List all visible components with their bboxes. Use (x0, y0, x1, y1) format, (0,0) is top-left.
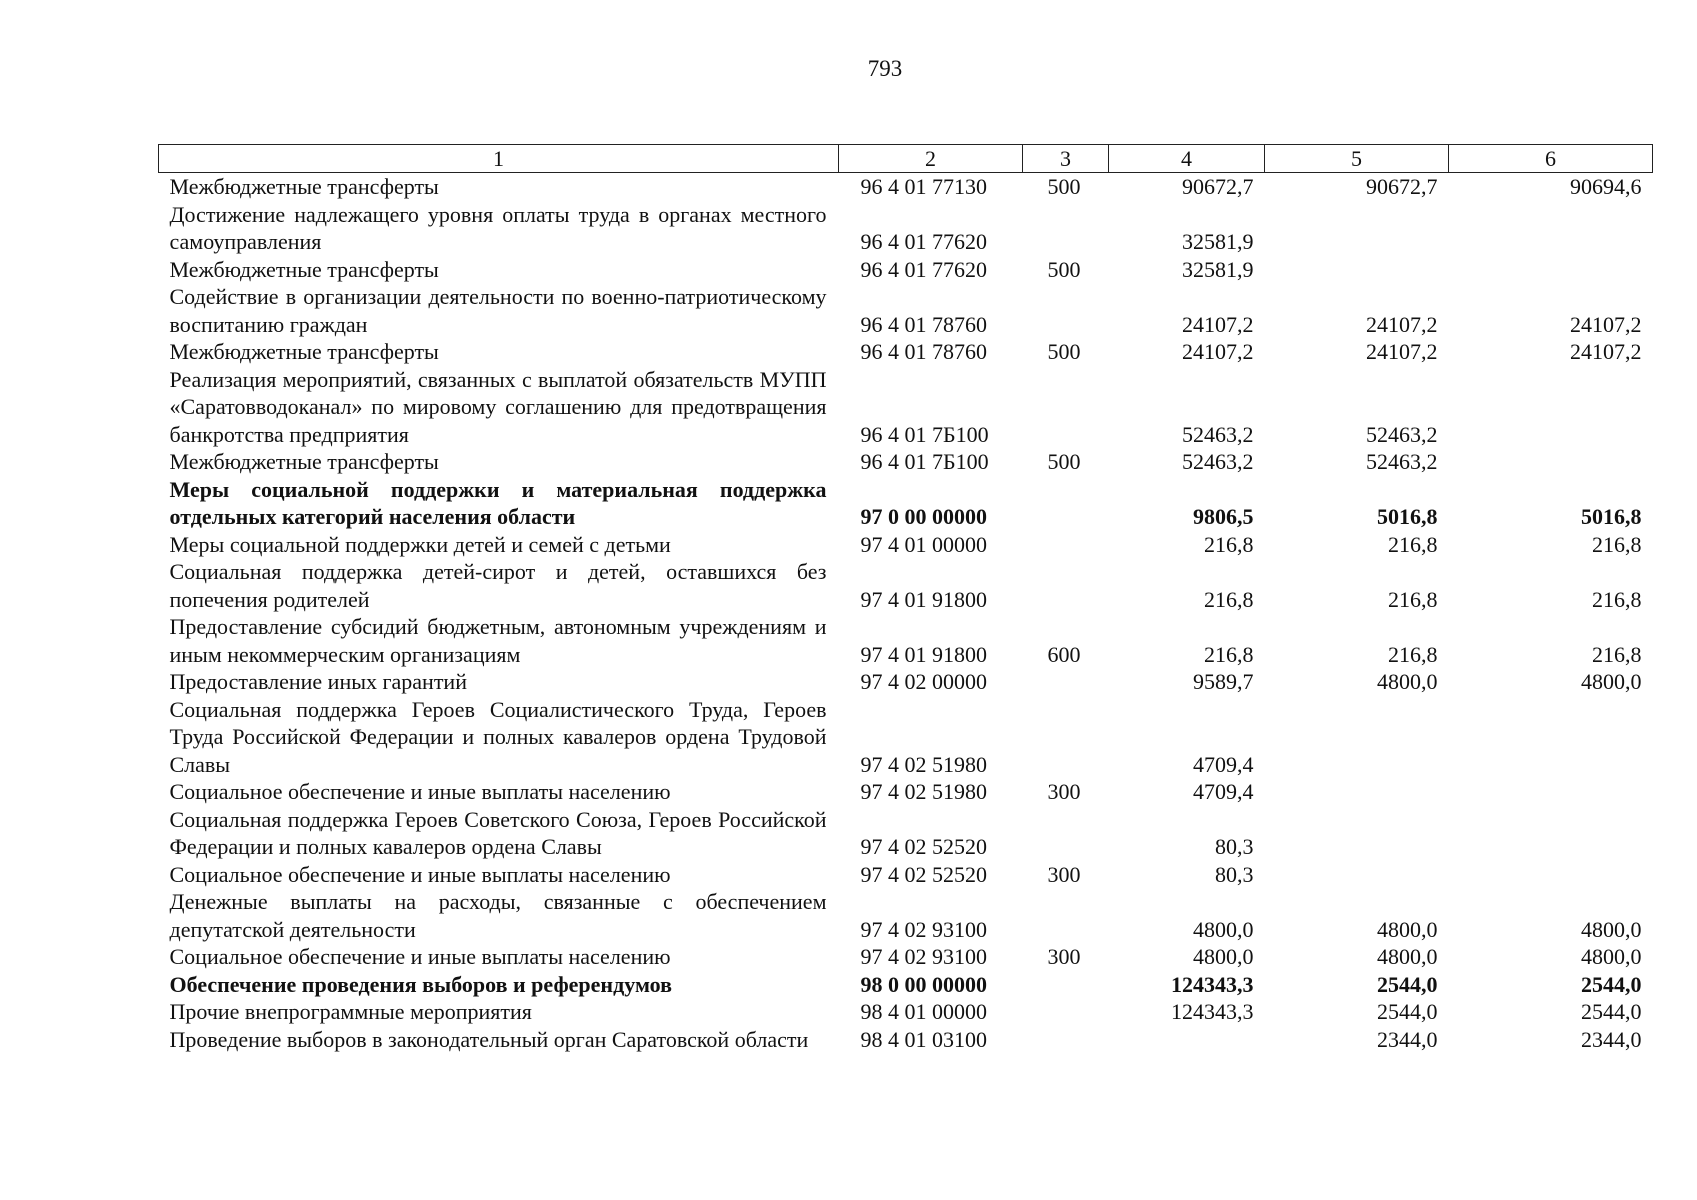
row-expense-type: 300 (1047, 944, 1081, 969)
table-row (159, 448, 1653, 476)
row-value-col5: 90672,7 (1366, 174, 1438, 199)
row-name: Реализация мероприятий, связанных с выплатой обязательств МУПП «Саратовводоканал» по мировому соглашению для предотвращения банкротства предприятия (169, 366, 827, 447)
row-name: Обеспечение проведения выборов и референдумов (169, 971, 672, 997)
row-value-col4 (1109, 1026, 1265, 1054)
row-value-col4: 52463,2 (1182, 449, 1254, 474)
row-value-col5 (1265, 861, 1449, 889)
row-expense-type (1023, 998, 1109, 1026)
row-value-col6 (1449, 256, 1653, 284)
row-expense-type: 500 (1047, 256, 1081, 282)
row-code: 97 4 02 52520 (860, 861, 987, 887)
row-name: Проведение выборов в законодательный орган Саратовской области (169, 1026, 809, 1052)
row-value-col5: 52463,2 (1366, 421, 1438, 447)
row-code: 97 4 02 93100 (860, 916, 987, 942)
row-value-col6 (1449, 696, 1653, 779)
row-expense-type: 300 (1047, 779, 1081, 804)
row-name: Социальное обеспечение и иные выплаты населению (169, 861, 671, 887)
row-value-col5 (1265, 778, 1449, 806)
row-value-col6: 2544,0 (1581, 971, 1642, 997)
page-number: 793 (867, 56, 903, 81)
row-value-col4: 24107,2 (1182, 311, 1254, 337)
row-code: 97 4 02 52520 (860, 834, 987, 859)
row-expense-type (1023, 668, 1109, 696)
table-row (159, 943, 1653, 971)
table-row (159, 668, 1653, 696)
table-row (159, 283, 1653, 338)
header-col-4: 4 (1109, 145, 1265, 173)
row-expense-type (1023, 888, 1109, 943)
row-value-col4: 52463,2 (1182, 421, 1254, 447)
row-code: 96 4 01 77620 (860, 229, 987, 254)
row-value-col5: 4800,0 (1377, 944, 1438, 969)
table-row (159, 558, 1653, 613)
table-row (159, 778, 1653, 806)
row-expense-type (1023, 1026, 1109, 1054)
row-name: Денежные выплаты на расходы, связанные с обеспечением депутатской деятельности (169, 889, 827, 942)
row-value-col5: 216,8 (1388, 531, 1438, 557)
row-expense-type (1023, 531, 1109, 559)
table-row (159, 338, 1653, 366)
row-name: Предоставление субсидий бюджетным, автономным учреждениям и иным некоммерческим организациям (169, 614, 827, 667)
header-col-3: 3 (1023, 145, 1109, 173)
row-expense-type: 500 (1047, 449, 1081, 474)
row-value-col5: 4800,0 (1377, 669, 1438, 694)
row-value-col5: 216,8 (1388, 641, 1438, 667)
row-code: 98 0 00 00000 (860, 971, 987, 997)
table-body (159, 173, 1653, 1054)
table-row (159, 476, 1653, 531)
table-row (159, 531, 1653, 559)
row-value-col4: 216,8 (1204, 586, 1254, 612)
row-value-col4: 216,8 (1204, 641, 1254, 667)
row-expense-type: 500 (1047, 174, 1081, 199)
row-value-col4: 24107,2 (1182, 339, 1254, 364)
row-value-col4: 4709,4 (1193, 751, 1254, 777)
row-value-col4: 90672,7 (1182, 174, 1254, 199)
row-value-col6 (1449, 448, 1653, 476)
row-value-col5: 52463,2 (1366, 449, 1438, 474)
row-name: Межбюджетные трансферты (169, 256, 439, 282)
row-name: Социальная поддержка Героев Социалистического Труда, Героев Труда Российской Федерации и полных кавалеров ордена Трудовой Славы (169, 696, 827, 777)
row-name: Социальная поддержка детей-сирот и детей, оставшихся без попечения родителей (169, 559, 827, 612)
row-value-col4: 124343,3 (1171, 999, 1254, 1024)
row-value-col6: 2544,0 (1581, 999, 1642, 1024)
row-value-col5: 216,8 (1388, 586, 1438, 612)
row-code: 97 0 00 00000 (860, 504, 987, 529)
row-code: 97 4 02 51980 (860, 779, 987, 804)
table-row (159, 173, 1653, 201)
row-name: Межбюджетные трансферты (169, 449, 439, 474)
row-value-col4: 216,8 (1204, 531, 1254, 557)
row-expense-type (1023, 696, 1109, 779)
row-value-col5 (1265, 696, 1449, 779)
table-row (159, 366, 1653, 449)
row-expense-type (1023, 558, 1109, 613)
table-row (159, 806, 1653, 861)
row-value-col6: 216,8 (1592, 531, 1642, 557)
row-value-col4: 80,3 (1215, 834, 1254, 859)
row-value-col4: 80,3 (1215, 861, 1254, 887)
row-value-col6: 5016,8 (1581, 504, 1642, 529)
row-name: Социальное обеспечение и иные выплаты населению (169, 944, 671, 969)
row-code: 96 4 01 77620 (860, 256, 987, 282)
row-value-col4: 9589,7 (1193, 669, 1254, 694)
header-col-2: 2 (839, 145, 1023, 173)
row-value-col6 (1449, 778, 1653, 806)
row-value-col6 (1449, 366, 1653, 449)
row-value-col6: 24107,2 (1570, 339, 1642, 364)
row-expense-type (1023, 806, 1109, 861)
row-value-col4: 4800,0 (1193, 916, 1254, 942)
row-name: Предоставление иных гарантий (169, 669, 467, 694)
row-value-col4: 32581,9 (1182, 229, 1254, 254)
header-col-6: 6 (1449, 145, 1653, 173)
table-row (159, 971, 1653, 999)
row-value-col6: 4800,0 (1581, 916, 1642, 942)
row-code: 96 4 01 77130 (860, 174, 987, 199)
table-row (159, 201, 1653, 256)
row-name: Меры социальной поддержки детей и семей с детьми (169, 531, 671, 557)
row-expense-type (1023, 366, 1109, 449)
row-name: Достижение надлежащего уровня оплаты труда в органах местного самоуправления (169, 201, 827, 254)
table-row (159, 256, 1653, 284)
row-value-col5 (1265, 806, 1449, 861)
row-value-col5: 2544,0 (1377, 971, 1438, 997)
row-code: 98 4 01 00000 (860, 999, 987, 1024)
row-name: Межбюджетные трансферты (169, 174, 439, 199)
row-value-col6: 4800,0 (1581, 944, 1642, 969)
row-value-col6: 2344,0 (1581, 1026, 1642, 1052)
row-name: Социальная поддержка Героев Советского Союза, Героев Российской Федерации и полных кавалеров ордена Славы (169, 806, 827, 859)
table-row (159, 1026, 1653, 1054)
row-name: Социальное обеспечение и иные выплаты населению (169, 779, 671, 804)
row-expense-type (1023, 201, 1109, 256)
row-value-col4: 9806,5 (1193, 504, 1254, 529)
row-name: Прочие внепрограммные мероприятия (169, 999, 532, 1024)
row-value-col6: 216,8 (1592, 586, 1642, 612)
row-name: Содействие в организации деятельности по военно-патриотическому воспитанию граждан (169, 284, 827, 337)
row-code: 97 4 02 51980 (860, 751, 987, 777)
row-code: 96 4 01 78760 (860, 311, 987, 337)
row-expense-type: 300 (1047, 861, 1081, 887)
row-value-col5: 2544,0 (1377, 999, 1438, 1024)
budget-table (158, 144, 1653, 1053)
row-value-col6 (1449, 806, 1653, 861)
row-code: 97 4 02 93100 (860, 944, 987, 969)
row-expense-type (1023, 283, 1109, 338)
row-code: 97 4 02 00000 (860, 669, 987, 694)
row-code: 97 4 01 91800 (860, 586, 987, 612)
row-value-col5: 2344,0 (1377, 1026, 1438, 1052)
row-value-col6 (1449, 861, 1653, 889)
row-expense-type: 500 (1047, 339, 1081, 364)
header-col-1: 1 (159, 145, 839, 173)
table-row (159, 696, 1653, 779)
row-value-col4: 32581,9 (1182, 256, 1254, 282)
row-value-col5: 24107,2 (1366, 339, 1438, 364)
row-value-col4: 4709,4 (1193, 779, 1254, 804)
row-value-col6 (1449, 201, 1653, 256)
row-name: Меры социальной поддержки и материальная поддержка отдельных категорий населения области (169, 476, 827, 529)
row-name: Межбюджетные трансферты (169, 339, 439, 364)
row-value-col5: 4800,0 (1377, 916, 1438, 942)
header-row (159, 145, 1653, 173)
table-row (159, 861, 1653, 889)
row-code: 98 4 01 03100 (860, 1026, 987, 1052)
row-value-col4: 4800,0 (1193, 944, 1254, 969)
table-row (159, 888, 1653, 943)
row-value-col6: 4800,0 (1581, 669, 1642, 694)
row-code: 96 4 01 7Б100 (860, 421, 989, 447)
row-value-col5 (1265, 256, 1449, 284)
row-code: 97 4 01 00000 (860, 531, 987, 557)
row-code: 96 4 01 7Б100 (860, 449, 989, 474)
table-row (159, 998, 1653, 1026)
table-row (159, 613, 1653, 668)
row-code: 96 4 01 78760 (860, 339, 987, 364)
row-expense-type: 600 (1047, 641, 1081, 667)
row-value-col6: 90694,6 (1570, 174, 1642, 199)
row-value-col5 (1265, 201, 1449, 256)
row-expense-type (1023, 476, 1109, 531)
row-value-col5: 5016,8 (1377, 504, 1438, 529)
row-expense-type (1023, 971, 1109, 999)
row-value-col6: 24107,2 (1570, 311, 1642, 337)
row-value-col6: 216,8 (1592, 641, 1642, 667)
row-code: 97 4 01 91800 (860, 641, 987, 667)
row-value-col5: 24107,2 (1366, 311, 1438, 337)
row-value-col4: 124343,3 (1171, 971, 1254, 997)
header-col-5: 5 (1265, 145, 1449, 173)
